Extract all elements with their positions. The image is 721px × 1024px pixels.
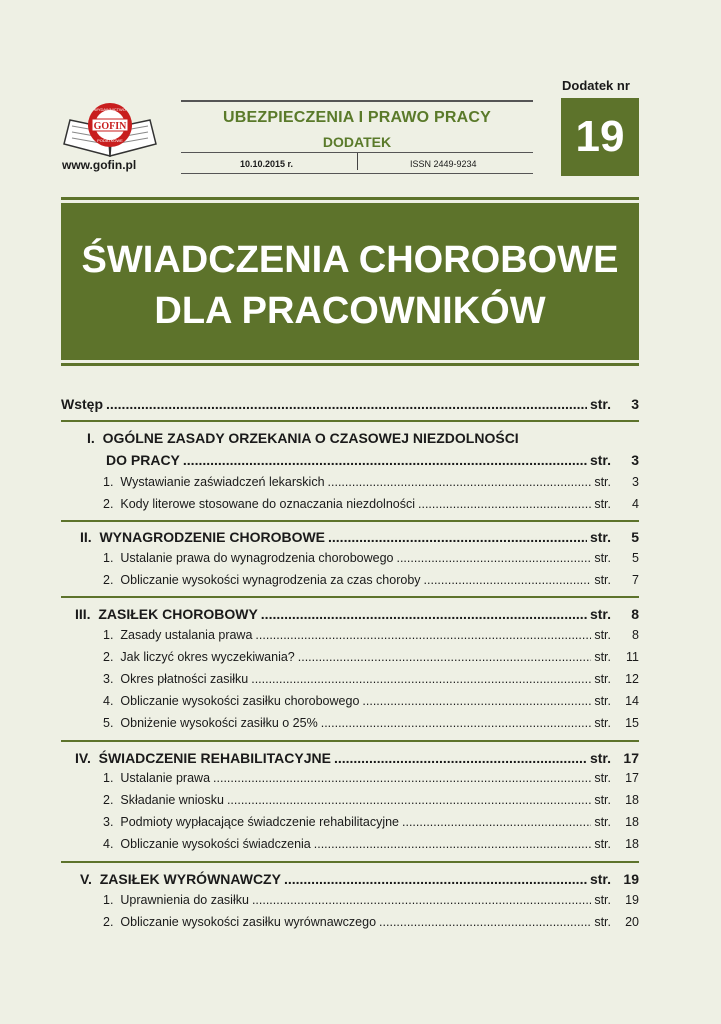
item-label: Okres płatności zasiłku [120, 672, 249, 686]
section-rule [61, 520, 639, 522]
item-num: 2. [103, 573, 114, 587]
toc-item[interactable] [103, 837, 639, 851]
toc-item[interactable] [103, 573, 639, 587]
banner-top-rule [61, 197, 639, 200]
toc-item[interactable] [103, 793, 639, 807]
leader-dots [284, 871, 587, 887]
toc-str: str. [594, 573, 611, 587]
toc-page: 5 [632, 551, 639, 565]
section-num: II. [80, 529, 92, 545]
toc-str: str. [594, 497, 611, 511]
item-num: 4. [103, 837, 114, 851]
section-num: III. [75, 606, 91, 622]
item-label: Obniżenie wysokości zasiłku o 25% [120, 716, 318, 730]
section-title: ZASIŁEK CHOROBOWY [98, 606, 258, 622]
leader-dots [255, 628, 591, 642]
toc-page: 17 [625, 771, 639, 785]
section-num: IV. [75, 750, 91, 766]
item-label: Wystawianie zaświadczeń lekarskich [120, 475, 325, 489]
item-label: Obliczanie wysokości wynagrodzenia za czas choroby [120, 573, 421, 587]
section-rule [61, 740, 639, 742]
item-label: Obliczanie wysokości zasiłku wyrównawczego [120, 915, 377, 929]
toc-section-5[interactable] [80, 871, 639, 887]
item-num: 4. [103, 694, 114, 708]
item-num: 2. [103, 793, 114, 807]
toc-page: 12 [625, 672, 639, 686]
header-top-rule [181, 100, 533, 102]
toc-page: 8 [632, 628, 639, 642]
toc-str: str. [594, 551, 611, 565]
item-num: 1. [103, 475, 114, 489]
leader-dots [402, 815, 591, 829]
leader-dots [252, 893, 591, 907]
toc-str: str. [594, 793, 611, 807]
toc-page: 18 [625, 793, 639, 807]
section-title: ŚWIADCZENIE REHABILITACYJNE [98, 750, 331, 766]
leader-dots [298, 650, 592, 664]
toc-str: str. [589, 750, 611, 766]
item-num: 3. [103, 672, 114, 686]
leader-dots [321, 716, 592, 730]
item-label: Obliczanie wysokości świadczenia [120, 837, 311, 851]
leader-dots [379, 915, 591, 929]
title-line-2: DLA PRACOWNIKÓW [154, 290, 546, 332]
item-label: Ustalanie prawa [120, 771, 211, 785]
issn: ISSN 2449-9234 [410, 159, 477, 169]
title-line-1: ŚWIADCZENIA CHOROBOWE [81, 239, 619, 281]
item-num: 2. [103, 915, 114, 929]
toc-str: str. [594, 694, 611, 708]
section-rule [61, 861, 639, 863]
leader-dots [424, 573, 592, 587]
toc-page: 18 [625, 837, 639, 851]
issue-date: 10.10.2015 r. [240, 159, 294, 169]
leader-dots [334, 750, 587, 766]
item-label: Obliczanie wysokości zasiłku chorobowego [120, 694, 360, 708]
toc-str: str. [594, 716, 611, 730]
toc-page: 19 [623, 871, 639, 887]
item-label: Składanie wniosku [120, 793, 224, 807]
toc-item[interactable] [103, 815, 639, 829]
toc-str: str. [594, 837, 611, 851]
leader-dots [396, 551, 591, 565]
toc-str: str. [594, 672, 611, 686]
item-num: 1. [103, 893, 114, 907]
toc-page: 3 [631, 452, 639, 468]
leader-dots [418, 497, 591, 511]
toc-section-2[interactable] [80, 529, 639, 545]
leader-dots [251, 672, 591, 686]
leader-dots [328, 475, 592, 489]
toc-label: Wstęp [61, 396, 103, 412]
toc-page: 4 [632, 497, 639, 511]
toc-item[interactable] [103, 915, 639, 929]
toc-page: 5 [631, 529, 639, 545]
item-label: Jak liczyć okres wyczekiwania? [120, 650, 295, 664]
item-num: 2. [103, 650, 114, 664]
toc-section-3[interactable] [75, 606, 639, 622]
section-title: ZASIŁEK WYRÓWNAWCZY [99, 871, 281, 887]
gofin-logo [58, 100, 162, 160]
item-num: 2. [103, 497, 114, 511]
leader-dots [328, 529, 587, 545]
toc-str: str. [589, 452, 611, 468]
section-title-cont: DO PRACY [106, 452, 180, 468]
toc-page: 11 [626, 650, 639, 664]
item-num: 1. [103, 628, 114, 642]
item-num: 1. [103, 771, 114, 785]
toc-section-4[interactable] [75, 750, 639, 766]
leader-dots [183, 452, 587, 468]
toc-page: 20 [625, 915, 639, 929]
toc-str: str. [594, 650, 611, 664]
toc-item[interactable] [103, 672, 639, 686]
toc-page: 15 [625, 716, 639, 730]
toc-intro[interactable] [61, 396, 639, 412]
publication-subtitle: DODATEK [322, 134, 392, 150]
site-link[interactable]: www.gofin.pl [62, 158, 137, 172]
header-separator [357, 153, 358, 170]
toc-section-1-line1[interactable] [87, 430, 639, 446]
item-label: Kody literowe stosowane do oznaczania niezdolności [120, 497, 416, 511]
leader-dots [106, 396, 587, 412]
banner-bottom-rule [61, 363, 639, 366]
toc-str: str. [589, 871, 611, 887]
toc-page: 3 [632, 475, 639, 489]
leader-dots [227, 793, 591, 807]
toc-item[interactable] [103, 551, 639, 565]
toc-str: str. [594, 915, 611, 929]
toc-str: str. [589, 529, 611, 545]
toc-section-1[interactable] [106, 452, 639, 468]
toc-page: 18 [625, 815, 639, 829]
supplement-number: 19 [561, 98, 639, 176]
toc-page: 7 [632, 573, 639, 587]
section-rule [61, 596, 639, 598]
toc-str: str. [594, 771, 611, 785]
logo-text-top: WYDAWNICTWO [94, 107, 126, 112]
toc-page: 3 [631, 396, 639, 412]
item-num: 3. [103, 815, 114, 829]
item-label: Zasady ustalania prawa [120, 628, 253, 642]
leader-dots [213, 771, 591, 785]
toc-str: str. [594, 628, 611, 642]
toc-item[interactable] [103, 694, 639, 708]
item-label: Podmioty wypłacające świadczenie rehabilitacyjne [120, 815, 400, 829]
toc-item[interactable] [103, 650, 639, 664]
section-title: WYNAGRODZENIE CHOROBOWE [99, 529, 326, 545]
toc-str: str. [589, 606, 611, 622]
publication-title: UBEZPIECZENIA I PRAWO PRACY [223, 109, 491, 126]
leader-dots [362, 694, 591, 708]
section-title: OGÓLNE ZASADY ORZEKANIA O CZASOWEJ NIEZDOLNOŚCI [102, 430, 519, 446]
document-title [61, 235, 639, 337]
header-bottom-rule [181, 173, 533, 174]
section-num: V. [80, 871, 92, 887]
toc-str: str. [589, 396, 611, 412]
toc-item[interactable] [103, 628, 639, 642]
toc-item[interactable] [103, 716, 639, 730]
toc-page: 17 [623, 750, 639, 766]
toc-page: 19 [625, 893, 639, 907]
toc-page: 8 [631, 606, 639, 622]
section-num: I. [87, 430, 95, 446]
toc-str: str. [594, 893, 611, 907]
toc-str: str. [594, 475, 611, 489]
logo-text-bottom: PODATKOWE [97, 138, 123, 143]
item-num: 1. [103, 551, 114, 565]
toc-item[interactable] [103, 475, 639, 489]
logo-text-middle: GOFIN [93, 121, 127, 132]
leader-dots [261, 606, 587, 622]
toc-item[interactable] [103, 771, 639, 785]
item-label: Ustalanie prawa do wynagrodzenia chorobowego [120, 551, 394, 565]
toc-page: 14 [625, 694, 639, 708]
toc-item[interactable] [103, 893, 639, 907]
section-rule [61, 420, 639, 422]
item-num: 5. [103, 716, 114, 730]
item-label: Uprawnienia do zasiłku [120, 893, 249, 907]
toc-str: str. [594, 815, 611, 829]
supplement-label: Dodatek nr [562, 78, 630, 93]
leader-dots [314, 837, 592, 851]
toc-item[interactable] [103, 497, 639, 511]
